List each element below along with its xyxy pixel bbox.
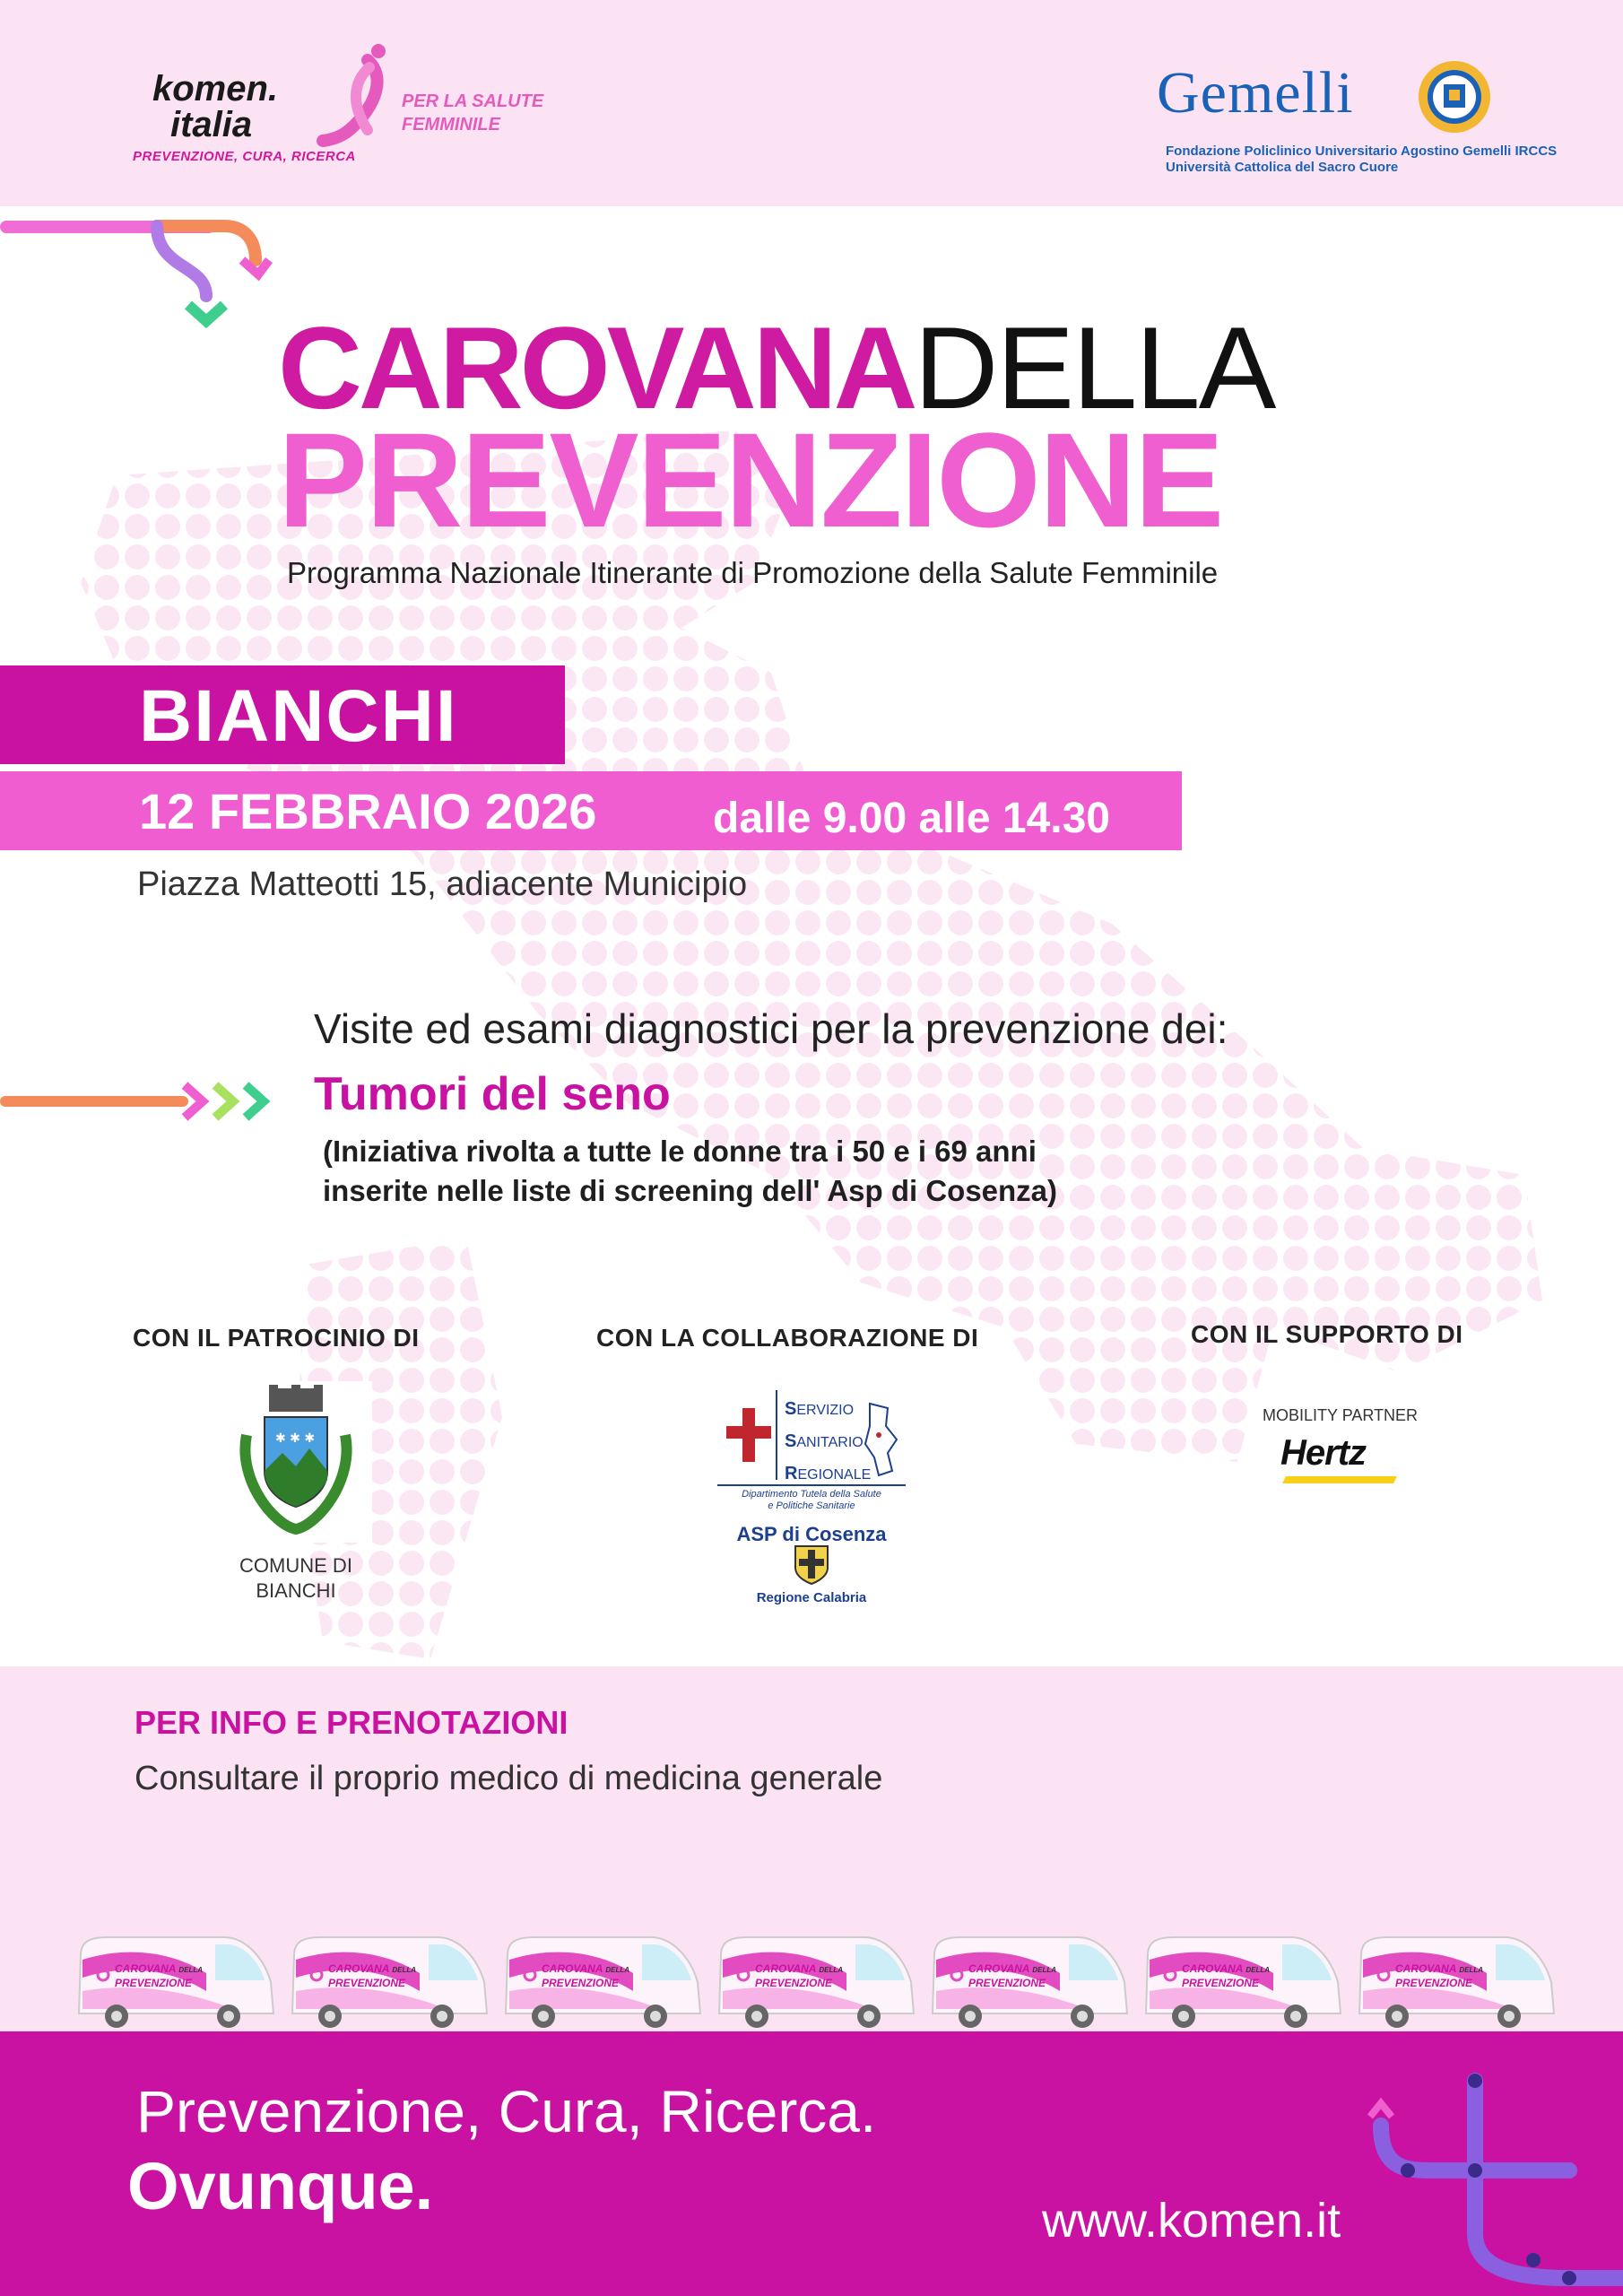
van-1 (72, 1928, 278, 2036)
van-6 (1139, 1928, 1345, 2036)
van-label-carovana: CAROVANA (115, 1962, 176, 1975)
service-note (323, 1132, 1057, 1211)
gemelli-subtitle (1166, 144, 1557, 176)
ssr-initial-3: R (785, 1464, 798, 1483)
title-subtitle: Programma Nazionale Itinerante di Promozione della Salute Femminile (287, 556, 1219, 589)
mobility-partner-label: MOBILITY PARTNER (1263, 1406, 1419, 1424)
services-intro: Visite ed esami diagnostici per la prevenzione dei: (314, 1005, 1228, 1052)
gemelli-logo-text: Gemelli (1157, 60, 1354, 126)
route-decoration-icon (0, 215, 287, 332)
chevron-arrows-icon (179, 1076, 287, 1130)
van-label-della: DELLA (1459, 1966, 1484, 1974)
university-seal-icon (1417, 59, 1492, 135)
ssr-word-1: ERVIZIO (796, 1403, 855, 1418)
event-city: BIANCHI (139, 675, 458, 757)
ssr-initial-2: S (785, 1431, 797, 1451)
comune-crest (220, 1381, 372, 1543)
asp-department (722, 1489, 901, 1512)
route-decoration-bottom-icon (1354, 2054, 1623, 2296)
van-label-della: DELLA (605, 1966, 630, 1974)
ssr-text (785, 1394, 871, 1491)
comune-line2: BIANCHI (256, 1579, 336, 1602)
van-label-della: DELLA (1032, 1966, 1057, 1974)
supporto-label: CON IL SUPPORTO DI (1191, 1320, 1463, 1348)
asp-dept-line1: Dipartimento Tutela della Salute (742, 1489, 881, 1500)
van-4 (712, 1928, 918, 2036)
van-label-carovana: CAROVANA (328, 1962, 389, 1975)
van-label-prevenzione: PREVENZIONE (968, 1977, 1046, 1989)
collaborazione-label: CON LA COLLABORAZIONE DI (596, 1324, 979, 1352)
van-label-della: DELLA (1245, 1966, 1271, 1974)
van-label-carovana: CAROVANA (968, 1962, 1029, 1975)
patrocinio-label: CON IL PATROCINIO DI (133, 1324, 420, 1352)
van-2 (285, 1928, 491, 2036)
service-note-line2: inserite nelle liste di screening dell' Asp di Cosenza) (323, 1174, 1058, 1207)
van-label-prevenzione: PREVENZIONE (542, 1977, 620, 1989)
title-word-della: DELLA (914, 302, 1275, 433)
komen-tagline: PREVENZIONE, CURA, RICERCA (133, 149, 356, 164)
title-word-carovana: CAROVANA (278, 302, 915, 433)
van-7 (1352, 1928, 1558, 2036)
komen-motto-line2: FEMMINILE (402, 115, 500, 135)
van-5 (925, 1928, 1132, 2036)
komen-motto-line1: PER LA SALUTE (402, 91, 544, 111)
van-label-carovana: CAROVANA (755, 1962, 816, 1975)
arrow-line-decoration (0, 1096, 188, 1107)
event-date: 12 FEBBRAIO 2026 (139, 783, 597, 839)
service-item: Tumori del seno (314, 1068, 671, 1120)
van-label-prevenzione: PREVENZIONE (1395, 1977, 1473, 1989)
info-title: PER INFO E PRENOTAZIONI (135, 1704, 568, 1741)
comune-line1: COMUNE DI (239, 1554, 352, 1577)
van-label-carovana: CAROVANA (1395, 1962, 1456, 1975)
regione-calabria-emblem-icon (794, 1544, 829, 1586)
van-label-carovana: CAROVANA (1182, 1962, 1243, 1975)
svg-text:✱ ✱ ✱: ✱ ✱ ✱ (275, 1431, 316, 1446)
van-label-della: DELLA (392, 1966, 417, 1974)
van-label-della: DELLA (178, 1966, 204, 1974)
title-word-prevenzione: PREVENZIONE (278, 404, 1223, 555)
comune-name (215, 1553, 377, 1604)
hertz-underline (1282, 1476, 1397, 1483)
asp-name: ASP di Cosenza (736, 1523, 887, 1545)
van-label-prevenzione: PREVENZIONE (755, 1977, 833, 1989)
van-label-prevenzione: PREVENZIONE (328, 1977, 406, 1989)
info-text: Consultare il proprio medico di medicina generale (135, 1760, 883, 1797)
ssr-initial-1: S (785, 1399, 797, 1419)
gemelli-sub-line2: Università Cattolica del Sacro Cuore (1166, 160, 1399, 175)
komen-motto (402, 90, 543, 136)
pink-ribbon-icon (305, 40, 395, 157)
van-3 (499, 1928, 705, 2036)
event-time: dalle 9.00 alle 14.30 (713, 795, 1110, 842)
service-note-line1: (Iniziativa rivolta a tutte le donne tra i 50 e i 69 anni (323, 1135, 1037, 1168)
footer-motto: Prevenzione, Cura, Ricerca. (136, 2078, 877, 2144)
website-link[interactable]: www.komen.it (1042, 2194, 1341, 2248)
asp-dept-line2: e Politiche Sanitarie (768, 1500, 855, 1511)
van-label-prevenzione: PREVENZIONE (115, 1977, 193, 1989)
gemelli-sub-line1: Fondazione Policlinico Universitario Agostino Gemelli IRCCS (1166, 144, 1558, 159)
event-address: Piazza Matteotti 15, adiacente Municipio (137, 865, 748, 903)
ssr-word-3: EGIONALE (797, 1467, 872, 1483)
van-label-prevenzione: PREVENZIONE (1182, 1977, 1260, 1989)
red-cross-icon (726, 1408, 771, 1462)
coat-of-arms-icon (220, 1381, 372, 1543)
van-label-della: DELLA (819, 1966, 844, 1974)
ssr-word-2: ANITARIO (796, 1435, 864, 1450)
footer-motto-emphasis: Ovunque. (127, 2149, 434, 2223)
komen-brand-line2: italia (170, 105, 253, 144)
asp-region: Regione Calabria (756, 1590, 867, 1605)
van-label-carovana: CAROVANA (542, 1962, 603, 1975)
hertz-logo: Hertz (1280, 1433, 1367, 1473)
komen-brand-line1: komen. (152, 69, 279, 109)
